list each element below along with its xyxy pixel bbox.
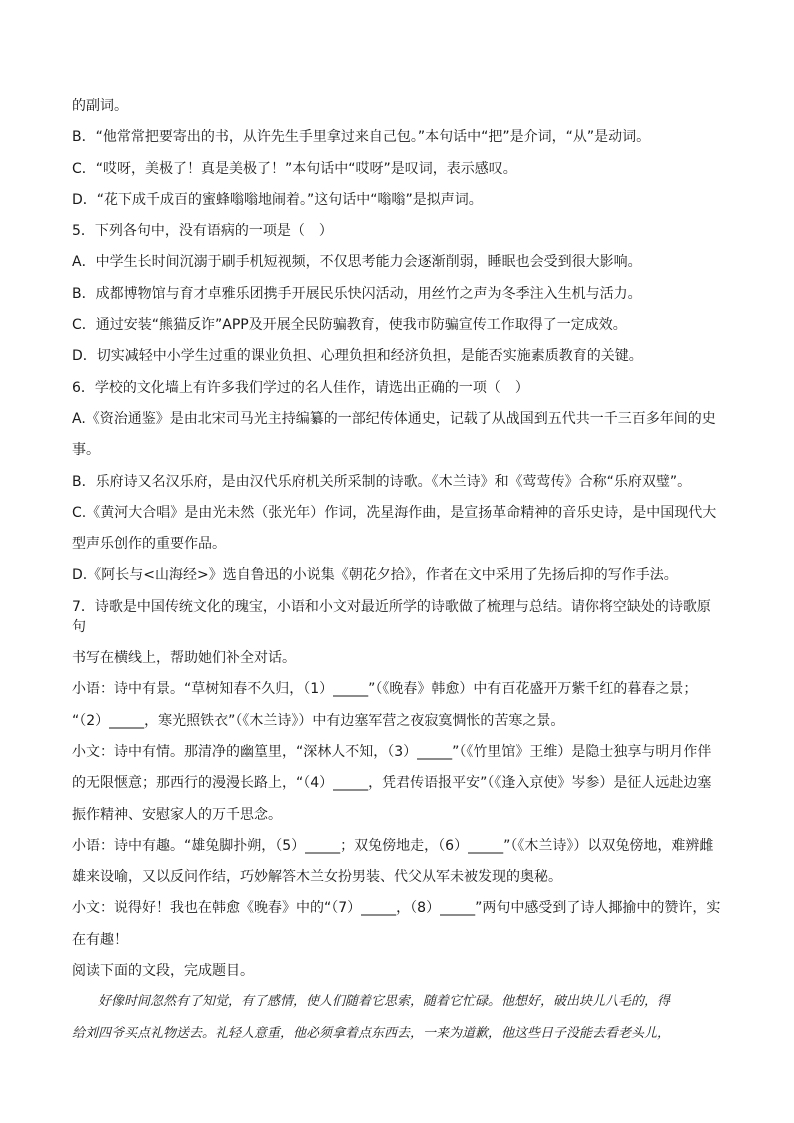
passage-line-2: 给刘四爷买点礼物送去。礼轻人意重，他必须拿着点东西去，一来为道歉，他这些日子没能去看老头儿， xyxy=(72,1025,671,1041)
passage-line-1: 好像时间忽然有了知觉，有了感情，使人们随着它思索，随着它忙碌。他想好，破出块儿八毛的，得 xyxy=(98,994,671,1010)
dialog-xiaoyu-1-cont: “（2）_____，寒光照铁衣”（《木兰诗》）中有边塞军营之夜寂寞惆怅的苦寒之景。 xyxy=(72,712,565,729)
option-b-q5: B．成都博物馆与育才卓雅乐团携手开展民乐快闪活动，用丝竹之声为冬季注入生机与活力。 xyxy=(72,285,642,302)
option-c-q6: C.《黄河大合唱》是由光未然（张光年）作词，冼星海作曲，是宣扬革命精神的音乐史诗，是中国现代大 xyxy=(72,504,717,521)
option-a-q5: A．中学生长时间沉溺于刷手机短视频，不仅思考能力会逐渐削弱，睡眠也会受到很大影响。 xyxy=(72,254,642,271)
question-5-stem: 5．下列各句中，没有语病的一项是（ ） xyxy=(72,223,333,240)
line-1: 的副词。 xyxy=(72,98,128,114)
option-c-q4: C．“哎呀，美极了！真是美极了！”本句话中“哎呀”是叹词，表示感叹。 xyxy=(72,160,517,177)
dialog-xiaowen-1: 小文：诗中有情。那清净的幽篁里，“深林人不知，（3）_____”（《竹里馆》王维）是隐士独享与明月作伴 xyxy=(72,743,712,760)
document-page xyxy=(72,96,724,1055)
reading-instruction: 阅读下面的文段，完成题目。 xyxy=(72,963,254,980)
option-a-q6-cont: 事。 xyxy=(72,442,100,459)
option-d-q6: D.《阿长与<山海经>》选自鲁迅的小说集《朝花夕拾》，作者在文中采用了先扬后抑的写作手法。 xyxy=(72,567,678,584)
dialog-xiaowen-1-cont2: 振作精神、安慰家人的万千思念。 xyxy=(72,806,282,823)
dialog-xiaoyu-2: 小语：诗中有趣。“雄兔脚扑朔，（5）_____；双兔傍地走，（6）_____”（《木兰诗》）以双兔傍地，难辨雌 xyxy=(72,837,714,854)
dialog-xiaoyu-2-cont: 雄来设喻，又以反问作结，巧妙解答木兰女扮男装、代父从军未被发现的奥秘。 xyxy=(72,869,562,886)
option-b-q6: B．乐府诗又名汉乐府，是由汉代乐府机关所采制的诗歌。《木兰诗》和《莺莺传》合称“乐府双璧”。 xyxy=(72,473,692,490)
question-6-stem: 6．学校的文化墙上有许多我们学过的名人佳作，请选出正确的一项（ ） xyxy=(72,379,529,396)
dialog-xiaowen-2: 小文：说得好！我也在韩愈《晚春》中的“（7）_____，（8）_____”两句中感受到了诗人揶揄中的赞许，实 xyxy=(72,900,721,917)
dialog-xiaowen-2-cont: 在有趣！ xyxy=(72,931,128,948)
question-7-stem-cont: 书写在横线上，帮助她们补全对话。 xyxy=(72,650,296,667)
question-7-stem: 7．诗歌是中国传统文化的瑰宝，小语和小文对最近所学的诗歌做了梳理与总结。请你将空缺处的诗歌原句 xyxy=(72,598,711,635)
dialog-xiaowen-1-cont: 的无限惬意；那西行的漫漫长路上，“（4）_____，凭君传语报平安”（《逢入京使》岑参）是征人远赴边塞 xyxy=(72,775,712,792)
option-b-q4: B．“他常常把要寄出的书，从许先生手里拿过来自己包。”本句话中“把”是介词，“从”是动词。 xyxy=(72,129,651,146)
option-d-q4: D．“花下成千成百的蜜蜂嗡嗡地闹着。”这句话中“嗡嗡”是拟声词。 xyxy=(72,191,483,208)
option-d-q5: D．切实减轻中小学生过重的课业负担、心理负担和经济负担，是能否实施素质教育的关键。 xyxy=(72,348,643,365)
option-c-q5: C．通过安装“熊猫反诈”APP及开展全民防骗教育，使我市防骗宣传工作取得了一定成效。 xyxy=(72,317,627,334)
option-a-q6: A.《资治通鉴》是由北宋司马光主持编纂的一部纪传体通史，记载了从战国到五代共一千三百多年间的史 xyxy=(72,410,716,427)
dialog-xiaoyu-1: 小语：诗中有景。“草树知春不久归，（1）_____”（《晚春》韩愈）中有百花盛开万紫千红的暮春之景； xyxy=(72,681,698,698)
option-c-q6-cont: 型声乐创作的重要作品。 xyxy=(72,536,226,553)
